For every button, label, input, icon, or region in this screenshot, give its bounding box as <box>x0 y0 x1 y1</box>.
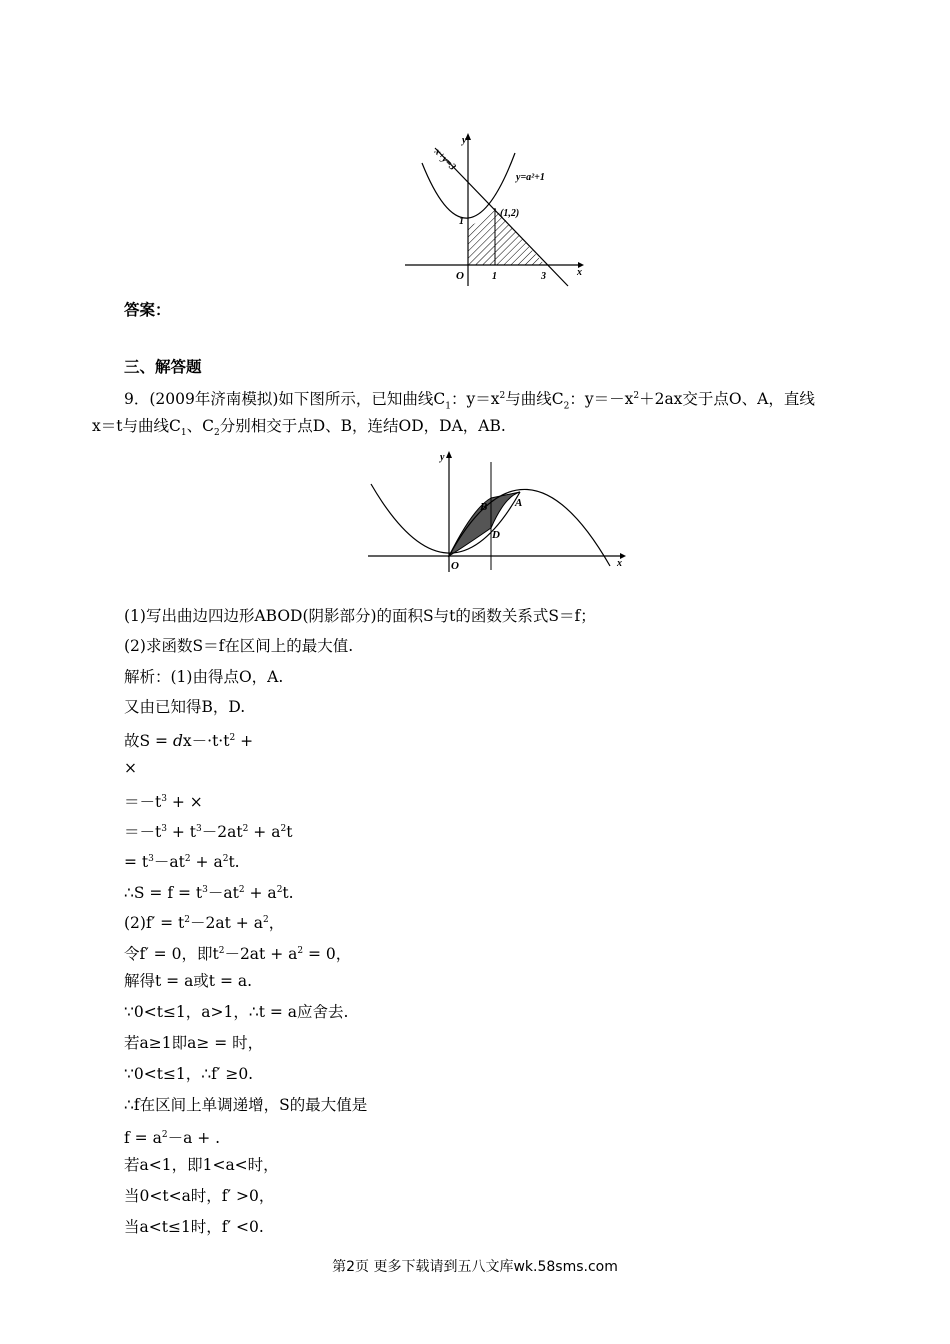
page-footer: 第2页 更多下载请到五八文库wk.58sms.com <box>332 1259 618 1275</box>
solution-line-7: = $t^3-at^2 + a^2t$. <box>124 853 240 872</box>
problem-line-2: x＝t与曲线$C_1$、$C_2$分别相交于点D、B，连结OD，DA，AB. <box>92 417 506 439</box>
fig2-y-arrow <box>446 451 452 458</box>
solution-line-4: × <box>124 759 137 777</box>
fig2-label-D: D <box>492 529 500 541</box>
fig1-tick-1y: 1 <box>459 216 464 227</box>
figure-shaded-region <box>400 128 590 288</box>
fig1-y-label: y <box>462 135 467 146</box>
fig1-curve-label: y=a²+1 <box>516 172 545 183</box>
solution-line-2: 又由已知得B，D. <box>124 698 246 716</box>
fig2-x-label: x <box>617 558 622 569</box>
problem-line-1: 9．(2009年济南模拟)如下图所示，已知曲线$C_1$：$y=x^2$与曲线$C_2$：$y=-x^2+2ax$交于点O、A，直线 <box>124 390 815 412</box>
fig2-origin: O <box>451 560 459 572</box>
fig2-y-label: y <box>440 452 445 463</box>
section-title: 三、解答题 <box>124 357 202 376</box>
solution-line-13: 若a≥1即a≥ = 时， <box>124 1034 264 1052</box>
solution-line-6: $=-t^3 + t^3-2at^2 + a^2t$ <box>124 823 293 842</box>
solution-line-10: 令f′ = 0，即$t^2-2at + a^2 = 0$， <box>124 945 352 964</box>
fig1-origin: O <box>456 270 464 282</box>
solution-line-1: 解析：(1)由得点O，A. <box>124 668 284 686</box>
curve-c1 <box>371 484 523 553</box>
fig1-line-label: x+y=3 <box>431 146 458 173</box>
fig2-label-A: A <box>515 497 523 509</box>
fig1-tick-3x: 3 <box>541 271 546 282</box>
question-2: (2)求函数S＝f在区间上的最大值. <box>124 637 354 655</box>
fig1-point-label: (1,2) <box>500 208 520 219</box>
figure-curves <box>365 448 630 574</box>
solution-line-9: $(2)f' = t^2-2at + a^2$， <box>124 914 285 933</box>
fig1-x-label: x <box>577 267 582 278</box>
solution-line-17: 若a<1，即1<a<时， <box>124 1156 279 1174</box>
solution-line-14: ∵0<t≤1，∴f′ ≥0. <box>124 1065 254 1083</box>
solution-line-18: 当0<t<a时，f′ >0， <box>124 1187 275 1205</box>
solution-line-12: ∵0<t≤1，a>1，∴t = a应舍去. <box>124 1003 349 1021</box>
solution-line-3: 故$S = dx-\cdot t\cdot t^2$ + <box>124 732 254 751</box>
solution-line-8: ∴S = $f = t^3-at^2 + a^2t$. <box>124 884 294 903</box>
solution-line-16: $f = a^2-a$ + . <box>124 1129 221 1148</box>
fig1-tick-1x: 1 <box>492 271 497 282</box>
solution-line-19: 当a<t≤1时，f′ <0. <box>124 1218 264 1236</box>
solution-line-11: 解得t = a或t = a. <box>124 972 253 990</box>
solution-line-15: ∴f在区间上单调递增，S的最大值是 <box>124 1096 368 1114</box>
question-1: (1)写出曲边四边形ABOD(阴影部分)的面积S与t的函数关系式S＝f； <box>124 607 596 625</box>
fig2-label-B: B <box>480 501 488 513</box>
answer-label: 答案： <box>124 300 171 319</box>
solution-line-5: $=-t^3$ + × <box>124 793 203 812</box>
